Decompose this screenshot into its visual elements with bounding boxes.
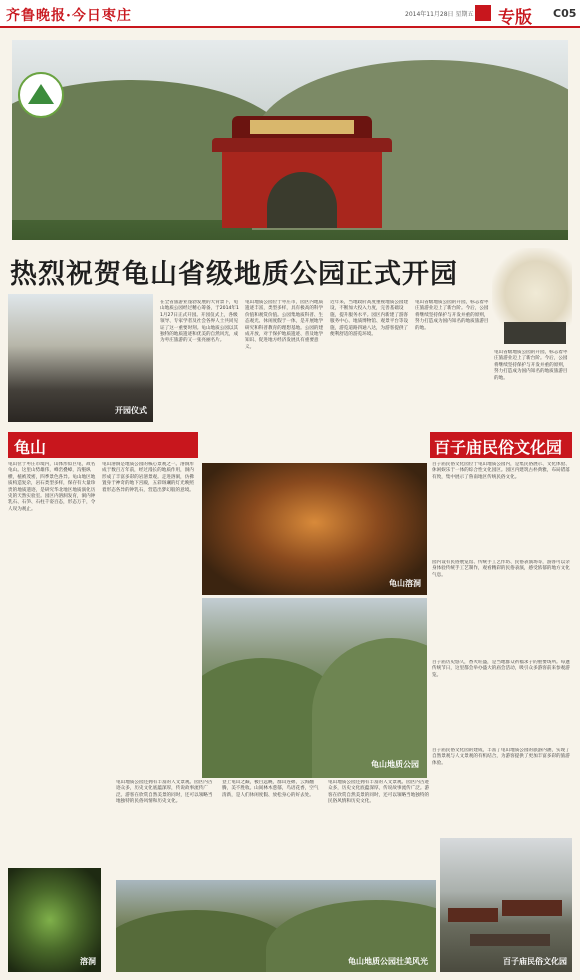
- geopark-logo-icon: [18, 72, 64, 118]
- baizimiao-column-2: 园内设有民俗展览馆、传统手工艺作坊、民俗表演场等，游客可以亲身体验传统手工艺制作，观看精彩的民俗表演，感受浓郁的地方文化气息。: [432, 560, 570, 578]
- baizimiao-column-3: 百子庙历史悠久，香火旺盛，是当地群众祈福求子的重要场所。每逢传统节日，这里都会举办盛大的庙会活动，吸引众多游客前来参观游览。: [432, 660, 570, 678]
- section-title-baizimiao: 百子庙民俗文化园: [434, 438, 563, 457]
- guishan-column-3: 龟山地质公园还拥有丰富的人文景观。园区内古迹众多，历史文化底蕴深厚，传说故事流传广泛。游客在欣赏自然美景的同时，还可以领略当地独特的民俗风情和历史文化。: [116, 780, 213, 805]
- lead-column-1: 在全省旅游业蓬勃发展的大背景下，龟山地质公园经过精心筹备，于2014年11月27日正式开园。开园仪式上，各级领导、专家学者及社会各界人士共同见证了这一重要时刻。龟山地质公园以其独特的地质遗迹和优美的自然风光，成为枣庄旅游的又一张亮丽名片。: [160, 300, 239, 344]
- guishan-column-1: 龟山位于枣庄市境内，山体形似巨龟，故名龟山。这里山势雄伟，峰峦叠嶂，沟壑纵横，植被茂密，四季景色各异。龟山地区地质构造复杂，岩石类型多样，保存有大量珍贵的地质遗迹，是研究华北地区地质演化历史的天然实验室。园区内溶洞发育，洞内钟乳石、石笋、石柱千姿百态，形态万千，令人叹为观止。: [8, 462, 96, 512]
- section-title-guishan: 龟山: [14, 438, 47, 457]
- baizimiao-column-1: 百子庙民俗文化园位于龟山地质公园内，是集民俗展示、文化体验、休闲娱乐于一体的综合性文化园区。园区内建筑古朴典雅，布局错落有致，集中展示了鲁南地区传统民俗文化。: [432, 462, 570, 480]
- lead-column-2: 龟山地质公园位于枣庄市，园区内地质遗迹丰富，类型多样，具有极高的科学价值和观赏价值。公园集地质科普、生态观光、休闲度假于一体，是开展地学研究和科普教育的理想基地。公园的建成开放，对于保护地质遗迹、普及地学知识、促进地方经济发展具有重要意义。: [245, 300, 324, 350]
- section-bar-guishan: [8, 432, 198, 458]
- guishan-column-2: 龟山溶洞是地质公园的核心景观之一。溶洞形成于数百万年前，经过漫长的地质作用，洞内形成了丰富多彩的岩溶景观。走进溶洞，仿佛置身于神奇的地下宫殿，五彩斑斓的灯光映照着形态各异的钟乳石，营造出梦幻般的意境。: [102, 462, 194, 493]
- lead-column-3: 近年来，当地政府高度重视地质公园建设，不断加大投入力度，完善基础设施，提升服务水平。园区内新建了游客服务中心、地质博物馆、观景平台等设施，游览道路四通八达，为游客提供了便利舒适的游览环境。: [330, 300, 409, 338]
- guishan-column-4: 登上龟山之巅，极目远眺，群山连绵，云海翻腾，美不胜收。山间林木葱郁，鸟语花香，空气清新，是人们休闲度假、放松身心的好去处。: [222, 780, 319, 798]
- ceremony-caption: 开园仪式: [115, 406, 147, 415]
- page-number: C05: [553, 7, 577, 20]
- dateline: 2014年11月28日 星期五: [405, 11, 474, 18]
- section-bar-baizimiao: [430, 432, 572, 458]
- section-title: 专版: [498, 8, 532, 28]
- lead-column-5: 龟山省级地质公园的开园，标志着枣庄旅游业迈上了新台阶。今后，公园将继续坚持保护与开发并重的原则，努力打造成为国内知名的地质旅游目的地。: [494, 350, 568, 381]
- scenic-photo: [116, 880, 436, 972]
- valley-photo: [202, 598, 427, 778]
- lead-column-4: 龟山省级地质公园的开园，标志着枣庄旅游业迈上了新台阶。今后，公园将继续坚持保护与开发并重的原则，努力打造成为国内知名的地质旅游目的地。: [415, 300, 489, 331]
- page-header: [0, 0, 580, 28]
- masthead: 齐鲁晚报·今日枣庄: [6, 8, 132, 24]
- village-caption: 百子庙民俗文化园: [503, 957, 567, 966]
- baizimiao-column-4: 百子庙民俗文化园的建成，丰富了龟山地质公园的旅游内涵，实现了自然景观与人文景观的有机结合，为游客提供了更加丰富多彩的旅游体验。: [432, 748, 570, 766]
- valley-caption: 龟山地质公园: [371, 760, 419, 769]
- cave2-caption: 溶洞: [80, 957, 96, 966]
- cave-photo: [202, 463, 427, 595]
- rock-base: [504, 322, 566, 344]
- headline: 热烈祝贺龟山省级地质公园正式开园: [10, 259, 458, 290]
- guishan-column-5: 龟山地质公园还拥有丰富的人文景观。园区内古迹众多，历史文化底蕴深厚，传说故事流传广泛。游客在欣赏自然美景的同时，还可以领略当地独特的民俗风情和历史文化。: [328, 780, 430, 805]
- ceremony-photo: [8, 294, 153, 422]
- village-photo: [440, 838, 572, 972]
- cave-photo-2: [8, 868, 101, 972]
- gate-building: [212, 116, 392, 228]
- main-photo-gate: [12, 40, 568, 240]
- rock-photo: [492, 248, 572, 330]
- scenic-caption: 龟山地质公园壮美风光: [348, 957, 428, 966]
- cave-caption: 龟山溶洞: [389, 579, 421, 588]
- section-logo-icon: [475, 5, 491, 21]
